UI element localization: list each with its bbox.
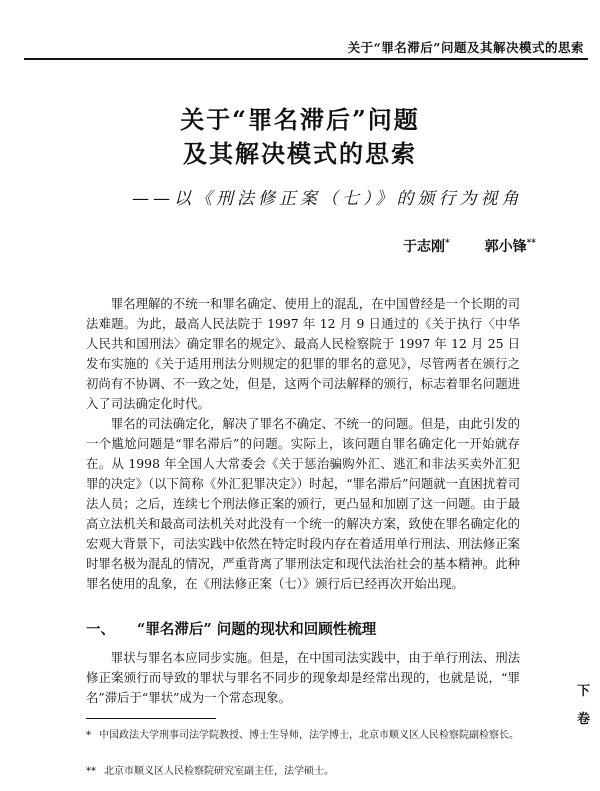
authors xyxy=(373,236,536,256)
title-line-2: 及其解决模式的思索 xyxy=(183,139,417,168)
section-title: “罪名滞后” 问题的现状和回顾性梳理 xyxy=(137,621,377,638)
running-header: 关于“罪名滞后”问题及其解决模式的思索 xyxy=(347,40,584,55)
author-2 xyxy=(485,239,536,255)
header-rule xyxy=(24,58,588,60)
side-char-2: 卷 xyxy=(576,712,590,727)
footnote-2 xyxy=(86,764,526,779)
author-1-mark: * xyxy=(444,238,450,249)
footnote-2-text: 北京市顺义区人民检察院研究室副主任，法学硕士。 xyxy=(104,766,334,777)
author-1-name: 于志刚 xyxy=(402,239,445,255)
section-heading xyxy=(86,618,376,639)
paragraph-2: 罪名的司法确定化，解决了罪名不确定、不统一的问题。但是，由此引发的一个尴尬问题是“罪名滞后”的问题。实际上，该问题自罪名确定化一开始就存在。从 1998 年全国人大常委会《关于惩治骗购外汇、逃汇和非法买卖外汇犯罪的决定》（以下简称《外汇犯罪决定》）时起，“罪名滞后”问题就一直困扰着司法人员；之后，连续七个刑法修正案的颁行，更凸显和加剧了这一问题。由于最高立法机关和最高司法机关对此没有一个统一的解决方案，致使在罪名确定化的宏观大背景下，司法实践中依然在特定时段内存在着适用单行刑法、刑法修正案时罪名极为混乱的情况，严重背离了罪刑法定和现代法治社会的基本精神。此种罪名使用的乱象，在《刑法修正案（七）》颁行后已经再次开始出现。 xyxy=(86,416,520,591)
section-number: 一、 xyxy=(86,621,115,638)
footnote-2-mark: ** xyxy=(86,766,96,777)
author-2-name: 郭小锋 xyxy=(484,239,527,255)
author-2-mark: ** xyxy=(526,238,536,249)
paragraph-3: 罪状与罪名本应同步实施。但是，在中国司法实践中，由于单行刑法、刑法修正案颁行而导致的罪状与罪名不同步的现象却是经常出现的，也就是说，“罪名”滞后于“罪状”成为一个常态现象。 xyxy=(86,650,520,705)
title-line-1: 关于“罪名滞后”问题 xyxy=(180,105,420,134)
side-char-1: 下 xyxy=(576,684,590,699)
subtitle: ——以《刑法修正案（七）》的颁行为视角 xyxy=(132,189,523,209)
footnote-1 xyxy=(86,728,526,743)
paragraph-1: 罪名理解的不统一和罪名确定、使用上的混乱，在中国曾经是一个长期的司法难题。为此，最高人民法院于 1997 年 12 月 9 日通过的《关于执行〈中华人民共和国刑法〉确定罪名的规定》、最高人民检察院于 1997 年 12 月 25 日发布实施的《关于适用刑法分则规定的犯罪的罪名的意见》，尽管两者在颁行之初尚有不协调、不一致之处，但是，这两个司法解释的颁行，标志着罪名问题进入了司法确定化时代。 xyxy=(86,296,520,411)
author-1 xyxy=(403,239,450,255)
footnote-1-mark: * xyxy=(86,730,91,741)
footnote-1-text: 中国政法大学刑事司法学院教授、博士生导师，法学博士，北京市顺义区人民检察院副检察长。 xyxy=(99,730,519,741)
footnote-rule xyxy=(86,718,216,719)
